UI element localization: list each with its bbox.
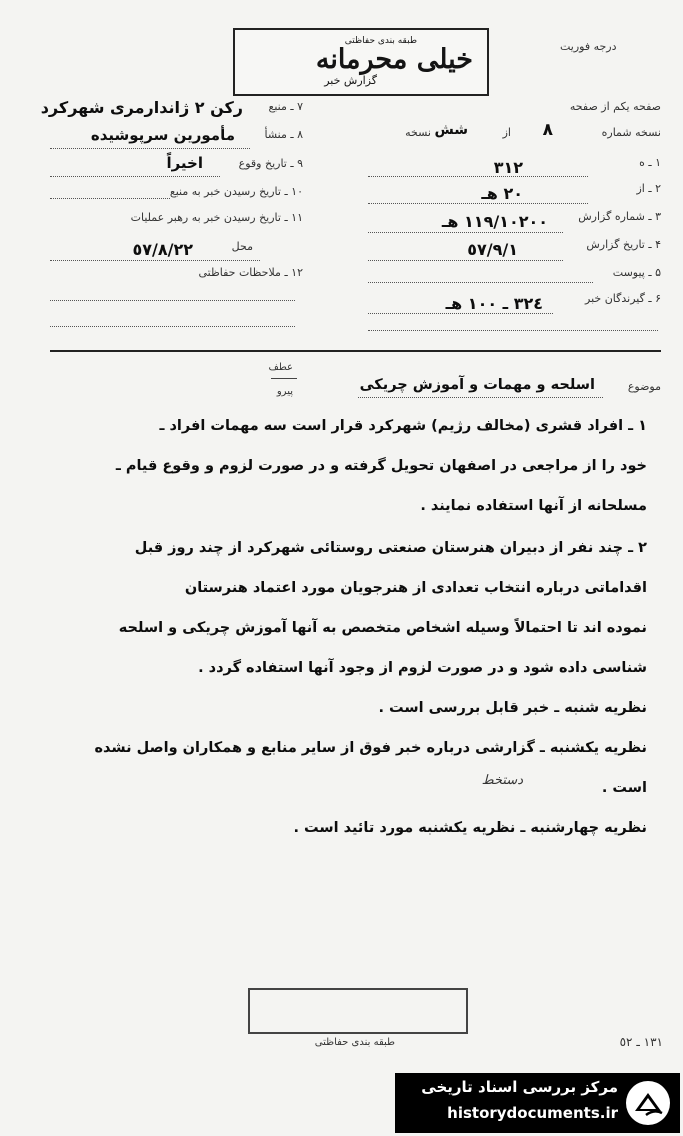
stamp-main-text: خیلی محرمانه [315,44,473,75]
left-field-label: ۱۰ ـ تاریخ رسیدن خبر به منبع [169,185,303,198]
signature: دستخط [481,773,523,788]
priority-label: درجه فوریت [560,40,617,53]
right-field-value: ٥٧/٩/١ [467,240,518,259]
copy-label: نسخه شماره [601,126,661,139]
classification-stamp [233,28,489,96]
left-field-label: ۱۱ ـ تاریخ رسیدن خبر به رهبر عملیات [130,211,303,224]
book-logo-icon [624,1079,672,1127]
body-line: ٢ ـ چند نفر از دبیران هنرستان صنعتی روستائی شهرکرد از چند روز قبل [134,540,647,556]
left-field-label: ۷ ـ منبع [268,100,303,113]
subject-label: موضوع [627,380,661,393]
copy-of: از [502,126,511,139]
right-field-value: ٣١٢ [493,158,523,177]
left-field-label: ۹ ـ تاریخ وقوع [238,157,303,170]
body-line: خود را از مراجعی در اصفهان تحویل گرفته و در صورت لزوم و وقوع قیام ـ [115,458,647,474]
body-line: ١ ـ افراد قشری (مخالف رژیم) شهرکرد قرار است سه مهمات افراد ـ [159,418,647,434]
publisher-url: historydocuments.ir [447,1104,618,1122]
right-field-label: ۴ ـ تاریخ گزارش [586,238,661,251]
copy-count: شش [434,122,468,138]
copy-suffix: نسخه [405,126,431,139]
body-line: نظریه شنبه ـ خبر قابل بررسی است . [378,700,647,716]
left-field-value: رکن ٢ ژاندارمری شهرکرد [40,98,243,117]
subject-value: اسلحه و مهمات و آموزش چریکی [359,377,595,393]
right-field-label: ۲ ـ از [636,182,661,195]
stamp-sub-text: گزارش خبر [324,74,377,87]
left-field-value: اخیراً [166,154,203,172]
right-field-value: ١١٩/١٠٢٠٠ هـ [441,212,548,231]
body-line: نموده اند تا احتمالاً وسیله اشخاص متخصص به آنها آموزش چریکی و اسلحه [118,620,647,636]
bottom-classification-stamp [248,988,468,1034]
right-field-label: ۱ ـ ه [639,156,661,169]
right-field-value: ٣٢٤ ـ ١٠٠ هـ [445,294,543,313]
body-line: است . [601,780,647,796]
publisher-title: مرکز بررسی اسناد تاریخی [421,1078,618,1096]
body-line: شناسی داده شود و در صورت لزوم از وجود آنها استفاده گردد . [198,660,647,676]
copy-number: ٨ [542,120,553,140]
right-field-value: ٢٠ هـ [481,184,523,203]
left-field-value: ٥٧/٨/٢٢ [132,240,193,259]
right-field-label: ۶ ـ گیرندگان خبر [585,292,661,305]
body-line: اقداماتی درباره انتخاب تعدادی از هنرجویان مورد اعتماد هنرستان [184,580,647,596]
left-field-label: محل [231,240,253,253]
body-line: نظریه چهارشنبه ـ نظریه یکشنبه مورد تائید است . [293,820,647,836]
publisher-banner [395,1073,680,1133]
left-field-label: ۱۲ ـ ملاحظات حفاظتی [198,266,303,279]
body-line: نظریه یکشنبه ـ گزارشی درباره خبر فوق از سایر منابع و همکاران واصل نشده [94,740,647,756]
atf-label: عطف [268,362,293,373]
left-field-label: ۸ ـ منشأ [264,128,303,141]
document-code: ١٣١ ـ ٥٢ [619,1035,663,1049]
right-field-label: ۳ ـ شماره گزارش [578,210,661,223]
left-field-value: مأمورین سرپوشیده [90,126,235,144]
stamp-top-text: طبقه بندی حفاظتی [344,36,417,46]
page-label: صفحه یکم از صفحه [569,100,661,113]
section-divider [50,350,661,352]
body-line: مسلحانه از آنها استفاده نمایند . [420,498,647,514]
right-field-label: ۵ ـ پیوست [612,266,661,279]
pirow-label: پیرو [276,386,293,397]
bottom-stamp-label: طبقه بندی حفاظتی [314,1037,395,1048]
